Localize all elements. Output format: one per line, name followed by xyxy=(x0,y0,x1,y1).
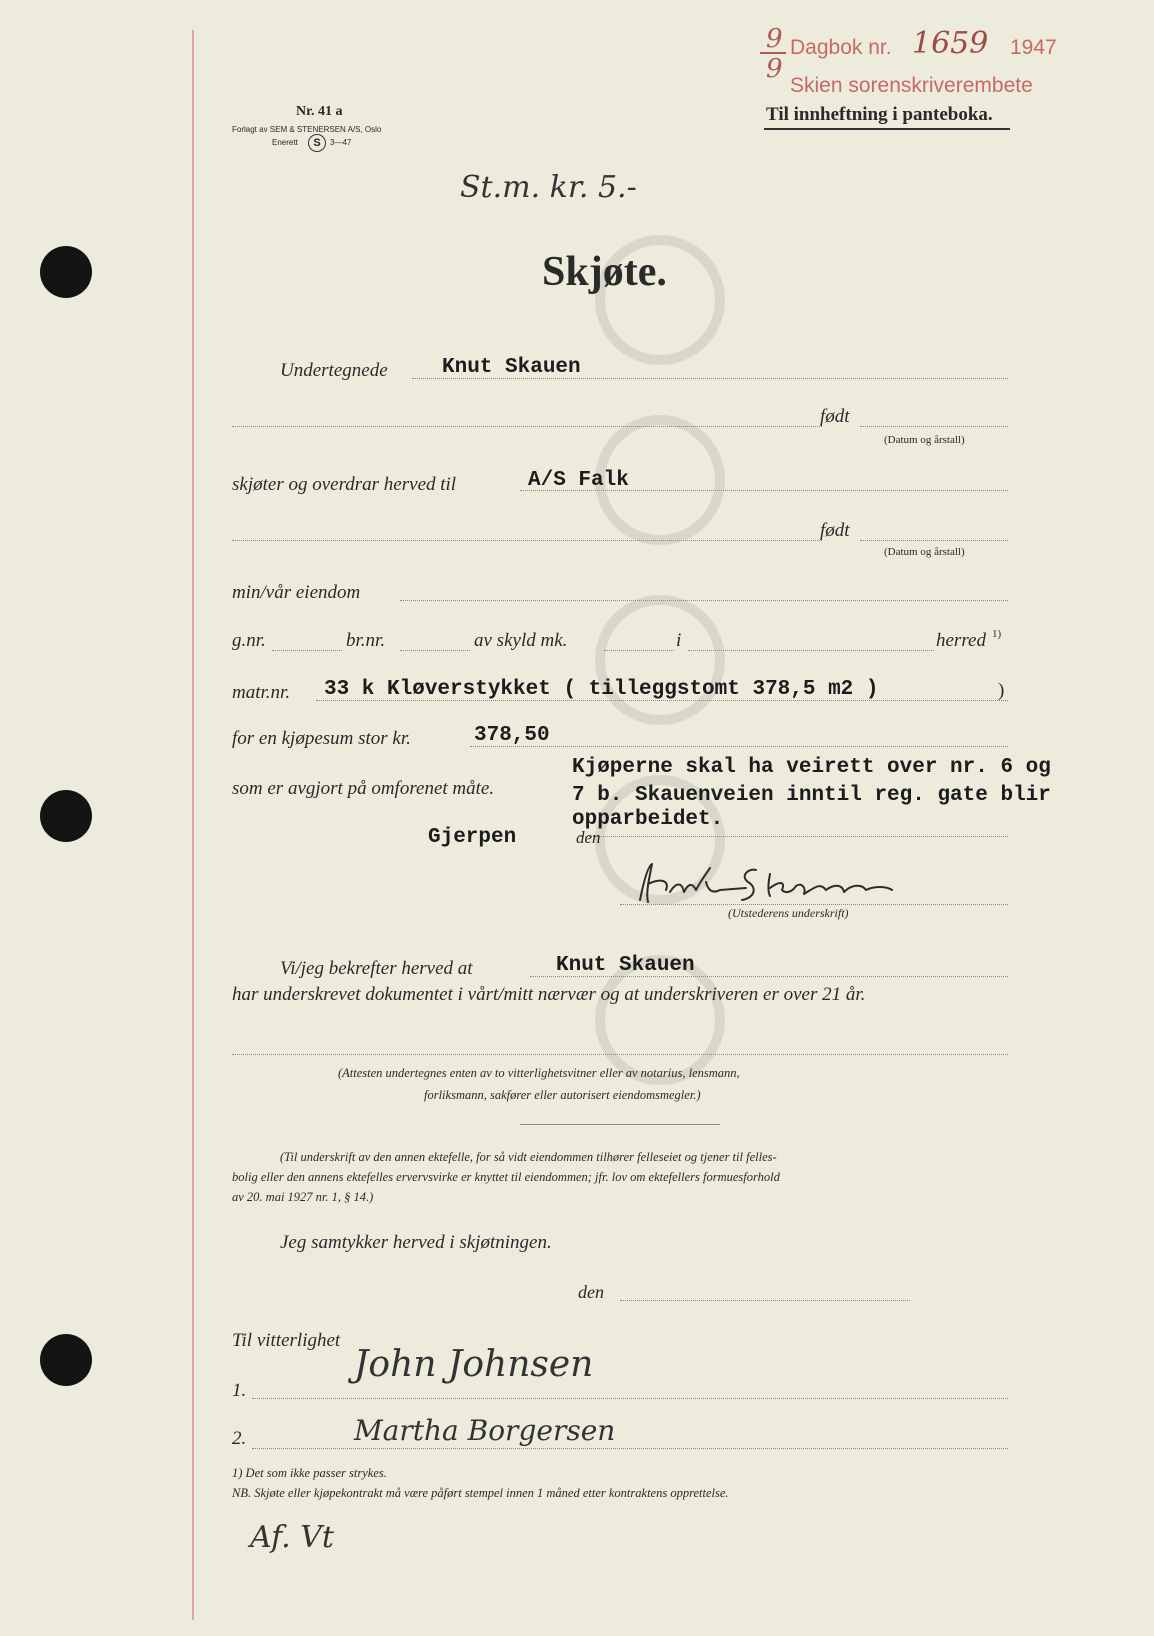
spouse-den-label: den xyxy=(578,1282,604,1302)
avgjort-label: som er avgjort på omforenet måte. xyxy=(232,778,495,799)
document-title: Skjøte. xyxy=(542,249,667,295)
seller-line xyxy=(412,378,1008,379)
seller-signature xyxy=(630,860,990,910)
terms-line-2: 7 b. Skauenveien inntil reg. gate blir xyxy=(572,784,1051,807)
spouse-consent: Jeg samtykker herved i skjøtningen. xyxy=(280,1232,552,1253)
attest-signature-line xyxy=(232,1054,1008,1055)
seller-born-date-line xyxy=(860,426,1008,427)
footer-initials: Af. Vt xyxy=(250,1520,334,1555)
buyer-born-label: født xyxy=(820,520,850,541)
place-value: Gjerpen xyxy=(428,826,517,849)
form-number: Nr. 41 a xyxy=(296,104,343,119)
matr-value: 33 k Kløverstykket ( tilleggstomt 378,5 m2 ) xyxy=(324,678,879,701)
punch-hole xyxy=(40,790,92,842)
attest-statement: har underskrevet dokumentet i vårt/mitt nærvær og at underskriveren er over 21 år. xyxy=(232,984,866,1005)
skyld-label: av skyld mk. xyxy=(474,630,568,651)
punch-hole xyxy=(40,1334,92,1386)
kjopesum-line xyxy=(470,746,1008,747)
brnr-line xyxy=(400,650,470,651)
brnr-label: br.nr. xyxy=(346,630,386,651)
skjoter-label: skjøter og overdrar herved til xyxy=(232,474,457,495)
stamp-date-top: 9 xyxy=(766,24,783,54)
witness-signature-1: John Johnsen xyxy=(354,1344,594,1385)
terms-line xyxy=(580,836,1008,837)
undertegnede-label: Undertegnede xyxy=(280,360,388,381)
seller-signature-line xyxy=(620,904,1008,905)
witness-line-1 xyxy=(252,1398,1008,1399)
kjopesum-label: for en kjøpesum stor kr. xyxy=(232,728,411,749)
stamp-dagbok-label: Dagbok nr. xyxy=(790,36,892,59)
form-publisher: Forlagt av SEM & STENERSEN A/S, Oslo xyxy=(232,125,382,134)
spouse-note-1: (Til underskrift av den annen ektefelle, for så vidt eiendommen tilhører felleseiet og tjener til felles- xyxy=(280,1150,777,1164)
seller-datum-hint: (Datum og årstall) xyxy=(884,434,965,446)
seller-born-line xyxy=(232,426,822,427)
place-den-label: den xyxy=(576,828,601,847)
terms-line-3: opparbeidet. xyxy=(572,808,724,831)
attest-note-2: forliksmann, sakfører eller autorisert eiendomsmegler.) xyxy=(424,1088,701,1102)
buyer-line xyxy=(520,490,1008,491)
eiendom-line xyxy=(400,600,1008,601)
buyer-born-date-line xyxy=(860,540,1008,541)
herred-label: herred xyxy=(936,630,986,651)
eiendom-label: min/vår eiendom xyxy=(232,582,361,603)
seller-born-label: født xyxy=(820,406,850,427)
stamp-dagbok-number: 1659 xyxy=(912,26,989,61)
margin-line xyxy=(192,30,194,1620)
herred-line xyxy=(688,650,934,651)
matr-line xyxy=(316,700,1008,701)
stamp-underline xyxy=(764,128,1010,130)
witness-line-2 xyxy=(252,1448,1008,1449)
fee-note: St.m. kr. 5.- xyxy=(460,170,637,205)
stamp-year: 1947 xyxy=(1010,36,1057,59)
herred-footnote-marker: 1) xyxy=(992,628,1002,640)
buyer-born-line xyxy=(232,540,822,541)
i-label: i xyxy=(676,630,682,651)
witness-number-2: 2. xyxy=(232,1428,247,1449)
spouse-date-line xyxy=(620,1300,910,1301)
gnr-label: g.nr. xyxy=(232,630,266,651)
witness-signature-2: Martha Borgersen xyxy=(354,1414,616,1447)
publisher-logo-icon: S xyxy=(308,134,326,152)
footer-footnote: 1) Det som ikke passer strykes. xyxy=(232,1466,387,1480)
witness-label: Til vitterlighet xyxy=(232,1330,341,1351)
matr-label: matr.nr. xyxy=(232,682,291,703)
attest-name-line xyxy=(530,976,1008,977)
buyer-name: A/S Falk xyxy=(528,469,629,492)
form-edition: 3—47 xyxy=(330,138,352,147)
signature-caption: (Utstederens underskrift) xyxy=(728,906,849,920)
section-divider xyxy=(520,1124,720,1125)
buyer-datum-hint: (Datum og årstall) xyxy=(884,546,965,558)
stamp-date-bottom: 9 xyxy=(766,54,783,84)
terms-line-1: Kjøperne skal ha veirett over nr. 6 og xyxy=(572,756,1051,779)
attest-prefix: Vi/jeg bekrefter herved at xyxy=(280,958,473,979)
skyld-line xyxy=(604,650,674,651)
spouse-note-2: bolig eller den annens ektefelles ervervsvirke er knyttet til eiendommen; jfr. lov om ektefellers formuesforhold xyxy=(232,1170,780,1184)
gnr-line xyxy=(272,650,342,651)
seller-name: Knut Skauen xyxy=(442,356,581,379)
punch-hole xyxy=(40,246,92,298)
spouse-note-3: av 20. mai 1927 nr. 1, § 14.) xyxy=(232,1190,374,1204)
footer-nb: NB. Skjøte eller kjøpekontrakt må være påført stempel innen 1 måned etter kontraktens opprettelse. xyxy=(232,1486,729,1500)
stamp-office: Skien sorenskriverembete xyxy=(790,74,1033,97)
form-rights: Enerett xyxy=(272,138,298,147)
kjopesum-value: 378,50 xyxy=(474,724,550,747)
stamp-purpose: Til innheftning i panteboka. xyxy=(766,104,993,125)
witness-number-1: 1. xyxy=(232,1380,247,1401)
attest-note-1: (Attesten undertegnes enten av to vitterlighetsvitner eller av notarius, lensmann, xyxy=(338,1066,740,1080)
attest-name: Knut Skauen xyxy=(556,954,695,977)
matr-close: ) xyxy=(998,680,1005,701)
